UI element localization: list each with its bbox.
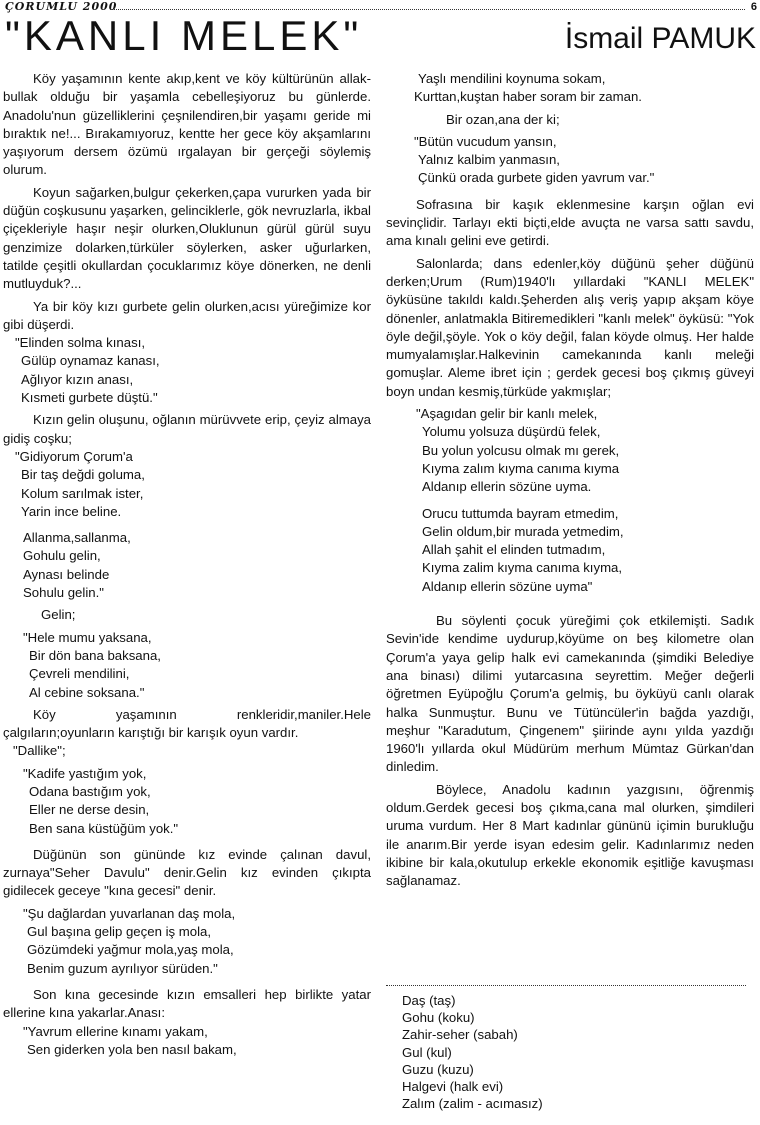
verse-line: Kolum sarılmak ister, — [21, 485, 144, 501]
verse — [3, 905, 371, 978]
verse-line: Ağlıyor kızın anası, — [21, 371, 134, 387]
verse-line: "Hele mumu yaksana, — [23, 629, 152, 645]
verse-heading — [3, 742, 371, 760]
left-column — [3, 70, 371, 1059]
paragraph: Son kına gecesinde kızın emsalleri hep birlikte yatar ellerine kına yakarlar.Anası: — [3, 986, 371, 1021]
article-title: "KANLI MELEK" — [5, 12, 363, 59]
verse-line: Allah şahit el elinden tutmadım, — [422, 542, 606, 558]
verse-line: Çevreli mendilini, — [29, 666, 130, 682]
verse-line: Kıyma zalim kıyma canıma kıyma, — [422, 560, 623, 576]
glossary-item: Guzu (kuzu) — [402, 1061, 474, 1077]
verse-line: Aynası belinde — [23, 566, 110, 582]
verse — [386, 133, 754, 188]
verse-line: Gohulu gelin, — [23, 548, 101, 564]
verse-line: "Aşagıdan gelir bir kanlı melek, — [416, 406, 598, 422]
verse — [386, 70, 754, 107]
verse — [3, 448, 371, 521]
notes-dotted-rule — [386, 985, 746, 986]
glossary-item: Zahir-seher (sabah) — [402, 1027, 518, 1043]
glossary-item: Gul (kul) — [402, 1044, 452, 1060]
verse-line: Eller ne derse desin, — [29, 802, 150, 818]
glossary-item: Daş (taş) — [402, 993, 456, 1008]
verse-line: Gülüp oynamaz kanası, — [21, 353, 160, 369]
verse-line: "Şu dağlardan yuvarlanan daş mola, — [23, 905, 236, 921]
verse-line: Benim guzum ayrılıyor sürüden." — [27, 960, 218, 976]
verse-line: Kıyma zalım kıyma canıma kıyma — [422, 460, 620, 476]
verse-line: Gelin; — [41, 607, 76, 623]
verse-line: Orucu tuttumda bayram etmedim, — [422, 505, 619, 521]
verse-line: "Gidiyorum Çorum'a — [15, 448, 133, 464]
verse — [386, 405, 754, 496]
paragraph: Böylece, Anadolu kadının yazgısını, öğrenmiş oldum.Gerdek gecesi boş çıkma,cana mal olurken, şimdileri uruma vurdum. Her 8 Mart kadınlar gününü içimin burukluğu ile anarım.Bir yerde isyan edesim gelir. Kadınlarımız neden ikibine bir kala,okutulup erkekle ekonomik eşitliğe kavuşması sağlanamaz. — [386, 781, 754, 889]
verse-line: Kurttan,kuştan haber soram bir zaman. — [414, 89, 642, 105]
verse — [3, 629, 371, 702]
verse — [3, 1023, 371, 1060]
verse — [3, 765, 371, 838]
verse-line: Al cebine soksana." — [29, 684, 145, 700]
page-number: 6 — [750, 1, 757, 13]
verse-line: Aldanıp ellerin sözüne uyma" — [422, 578, 593, 594]
paragraph: Bu söylenti çocuk yüreğimi çok etkilemişti. Sadık Sevin'ide kendime uydurup,köyüme on beş kilometre olan Çorum'a yaya gelip halk evi camekanında (şimdiki Belediye ana binası) dilimi yutarcasına seyrettim. Meğer değerli öğretmen Eyüpoğlu Çorum'a gelmiş, bu öyküyü canlı olarak halka Sunmuştur. Bunu ve Tütüncüler'in bağda yazdığı, meşhur "Karadutum, Çingenem" şiirinde aynı yılda yazdığı 1960'lı yıllarda okul Müdürüm merhum Mümtaz Gürkan'dan dinledim. — [386, 613, 754, 775]
paragraph: Sofrasına bir kaşık eklenmesine karşın oğlan evi sevinçlidir. Tarlayı ekti biçti,elde avuçta ne varsa sattı savdu, ama kınalı gelini eve getirdi. — [386, 196, 754, 249]
verse-line: Gul başına gelip geçen iş mola, — [27, 924, 212, 940]
publication-name: ÇORUMLU 2000 — [5, 0, 118, 13]
verse-line: Sen giderken yola ben nasıl bakam, — [27, 1041, 237, 1057]
paragraph: Kızın gelin oluşunu, oğlanın mürüvvete erip, çeyiz almaya gidiş coşku; — [3, 412, 371, 446]
verse-line: Bir ozan,ana der ki; — [446, 111, 560, 127]
verse-line: "Elinden solma kınası, — [15, 335, 146, 351]
paragraph: Ya bir köy kızı gurbete gelin olurken,acısı yüreğimize kor gibi düşerdi. — [3, 298, 371, 332]
verse-line: "Bütün vucudum yansın, — [414, 133, 557, 149]
verse-line: Odana bastığım yok, — [29, 783, 151, 799]
paragraph: Koyun sağarken,bulgur çekerken,çapa vururken yada bir düğün coşkusunu yaşarken, gelinciklerle, gök nevruzlarla, ikbal çiçekleriyle haşır neşir olurken,Oluklunun gürül gürül suyu genzimize dolarken,türküler söylerken, asker uğurlarken, tatilde çeşitli okullardan çocuklarımız köye dönerken, ne denli mutluyduk?... — [3, 184, 371, 292]
verse-line: Bu yolun yolcusu olmak mı gerek, — [422, 442, 620, 458]
verse-line: Ben sana küstüğüm yok." — [29, 820, 179, 836]
verse-line: "Kadife yastığım yok, — [23, 765, 147, 781]
verse-line: Yalnız kalbim yanmasın, — [418, 152, 560, 168]
verse — [386, 505, 754, 596]
glossary-item: Gohu (koku) — [402, 1010, 475, 1026]
verse-line: Bir taş değdi goluma, — [21, 467, 145, 483]
verse-line: Allanma,sallanma, — [23, 530, 131, 546]
verse-line: Bir dön bana baksana, — [29, 647, 161, 663]
paragraph: Köy yaşamının renkleridir,maniler.Hele çalgıların;oyunların karıştığı bir karışık oyun vardır. — [3, 706, 371, 741]
verse-line: Yaşlı mendilini koynuma sokam, — [418, 71, 606, 86]
verse-line: Gelin oldum,bir murada yetmedim, — [422, 523, 624, 539]
verse-line: Çünkü orada gurbete giden yavrum var." — [418, 170, 655, 186]
article-author: İsmail PAMUK — [564, 22, 756, 55]
header-dotted-rule — [110, 9, 745, 10]
verse-line: Yolumu yolsuza düşürdü felek, — [422, 424, 601, 440]
verse-line: Kısmeti gurbete düştü." — [21, 390, 158, 406]
verse-line: "Yavrum ellerine kınamı yakam, — [23, 1023, 208, 1039]
verse — [3, 529, 371, 602]
verse-heading — [386, 111, 754, 129]
verse-heading — [3, 606, 371, 624]
glossary-item: Zalım (zalim - acımasız) — [402, 1096, 543, 1112]
verse-line: Yarin ince beline. — [21, 503, 122, 519]
glossary-item: Halgevi (halk evi) — [402, 1079, 504, 1095]
verse-line: Aldanıp ellerin sözüne uyma. — [422, 479, 592, 495]
verse-line: "Dallike"; — [13, 743, 66, 759]
glossary-notes — [386, 985, 746, 1112]
verse-line: Gözümdeki yağmur mola,yaş mola, — [27, 942, 234, 958]
paragraph: Düğünün son gününde kız evinde çalınan davul, zurnaya"Seher Davulu" denir.Gelin kız evinden çıkıpta gidilecek geceye "kına gecesi" denir. — [3, 846, 371, 899]
verse-line: Sohulu gelin." — [23, 585, 104, 601]
paragraph: Köy yaşamının kente akıp,kent ve köy kültürünün allak-bullak olduğu bir yaşamla cebelleşiyoruz bu günlerde. Anadolu'nun güzelliklerini çeşnilendiren,bir yaşamı geride mi bıraktık ne!... Bırakamıyoruz, kentte her gece köy akşamlarını yaşıyorum dersem özümü ırgalayan bir gerçeği söylemiş olurum. — [3, 71, 371, 178]
verse — [3, 334, 371, 407]
paragraph: Salonlarda; dans edenler,köy düğünü şeher düğünü derken;Urum (Rum)1940'lı yıllardaki "KANLI MELEK" öyküsüne takıldı kaldı.Şeherden alış veriş yapıp akşam köye dönenler, anlatmakla Bitiremedikleri "kanlı melek" öyküsü: "Yok öyle değil,şöyle. Yok o köy değil, falan köyde olmuş. Her halde mumyalamışlar.Halkevinin camekanında kanlı meleği gomuşlar. Aleme ibret için ; gerdek gecesi boş çıkmış güveyi boyn undan kesmiş,türküde yakmışlar; — [386, 255, 754, 399]
right-column — [386, 70, 754, 890]
